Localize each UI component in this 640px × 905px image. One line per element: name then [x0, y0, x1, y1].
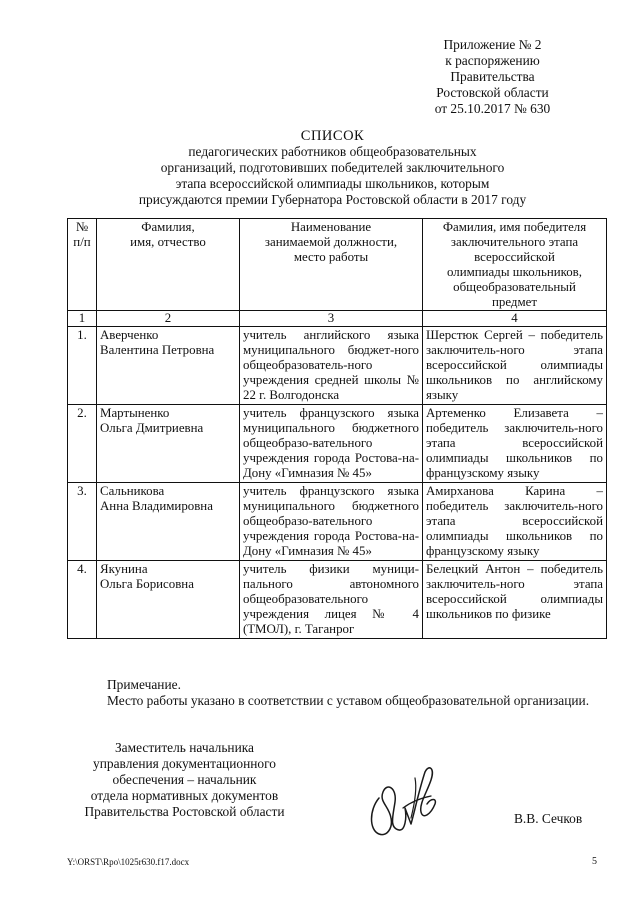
- signatory-line: обеспечения – начальник: [112, 772, 257, 787]
- column-index: 4: [423, 311, 607, 327]
- column-index: 1: [68, 311, 97, 327]
- teachers-table: [67, 218, 607, 639]
- appendix-line: к распоряжению: [445, 53, 540, 68]
- header-name: Фамилия, имя, отчество: [97, 219, 240, 311]
- teacher-name: Мартыненко Ольга Дмитриевна: [97, 405, 240, 483]
- appendix-line: от 25.10.2017 № 630: [434, 101, 551, 116]
- table-row: [68, 561, 607, 639]
- column-index: 2: [97, 311, 240, 327]
- winner-info: Шерстюк Сергей – победитель заключитель-ного этапа всероссийской олимпиады школьников по английскому языку: [423, 327, 607, 405]
- teacher-position: учитель французского языка муниципального бюджетного общеобразо-вательного учреждения города Ростова-на-Дону «Гимназия № 45»: [240, 405, 423, 483]
- teacher-name: Якунина Ольга Борисовна: [97, 561, 240, 639]
- signatory-position: [62, 740, 307, 820]
- table-row: [68, 327, 607, 405]
- table-header-row: [68, 219, 607, 311]
- header-winner: Фамилия, имя победителя заключительного этапа всероссийской олимпиады школьников, общеобразовательный предмет: [423, 219, 607, 311]
- appendix-header: [405, 37, 580, 117]
- row-number: 4.: [68, 561, 97, 639]
- signatory-line: отдела нормативных документов: [90, 788, 279, 803]
- signatory-name: В.В. Сечков: [514, 811, 583, 826]
- title-heading: СПИСОК: [300, 128, 365, 144]
- title-line: этапа всероссийской олимпиады школьников, которым: [175, 176, 490, 191]
- page-number: 5: [592, 856, 597, 867]
- winner-info: Артеменко Елизавета – победитель заключитель-ного этапа всероссийской олимпиады школьников по французскому языку: [423, 405, 607, 483]
- header-position: Наименование занимаемой должности, место работы: [240, 219, 423, 311]
- teacher-position: учитель физики муници-пального автономного общеобразовательного учреждения лицея № 4 (ТМОЛ), г. Таганрог: [240, 561, 423, 639]
- table-row: [68, 405, 607, 483]
- note-block: [67, 677, 605, 709]
- document-title: [60, 128, 605, 208]
- appendix-line: Приложение № 2: [443, 37, 542, 52]
- column-index: 3: [240, 311, 423, 327]
- title-line: педагогических работников общеобразовательных: [188, 144, 477, 159]
- row-number: 2.: [68, 405, 97, 483]
- table-row: [68, 483, 607, 561]
- teacher-position: учитель французского языка муниципального бюджетного общеобразо-вательного учреждения города Ростова-на-Дону «Гимназия № 45»: [240, 483, 423, 561]
- signatory-line: Заместитель начальника: [114, 740, 255, 755]
- appendix-line: Правительства: [450, 69, 535, 84]
- title-line: организаций, подготовивших победителей заключительного: [160, 160, 505, 175]
- teacher-name: Сальникова Анна Владимировна: [97, 483, 240, 561]
- column-index-row: [68, 311, 607, 327]
- teacher-name: Аверченко Валентина Петровна: [97, 327, 240, 405]
- signatory-line: Правительства Ростовской области: [84, 804, 285, 819]
- row-number: 3.: [68, 483, 97, 561]
- signatory-line: управления документационного: [93, 756, 276, 771]
- winner-info: Белецкий Антон – победитель заключитель-ного этапа всероссийской олимпиады школьников по физике: [423, 561, 607, 639]
- note-heading: Примечание.: [107, 677, 181, 692]
- note-text: Место работы указано в соответствии с уставом общеобразовательной организации.: [107, 693, 590, 708]
- appendix-line: Ростовской области: [436, 85, 549, 100]
- winner-info: Амирханова Карина – победитель заключитель-ного этапа всероссийской олимпиады школьников по французскому языку: [423, 483, 607, 561]
- header-number: № п/п: [68, 219, 97, 311]
- teacher-position: учитель английского языка муниципального бюджет-ного общеобразователь-ного учреждения средней школы № 22 г. Волгодонска: [240, 327, 423, 405]
- handwritten-signature: [365, 758, 445, 843]
- footer-file-path: Y:\ORST\Rpo\1025r630.f17.docx: [67, 857, 190, 867]
- title-line: присуждаются премии Губернатора Ростовской области в 2017 году: [138, 192, 527, 207]
- row-number: 1.: [68, 327, 97, 405]
